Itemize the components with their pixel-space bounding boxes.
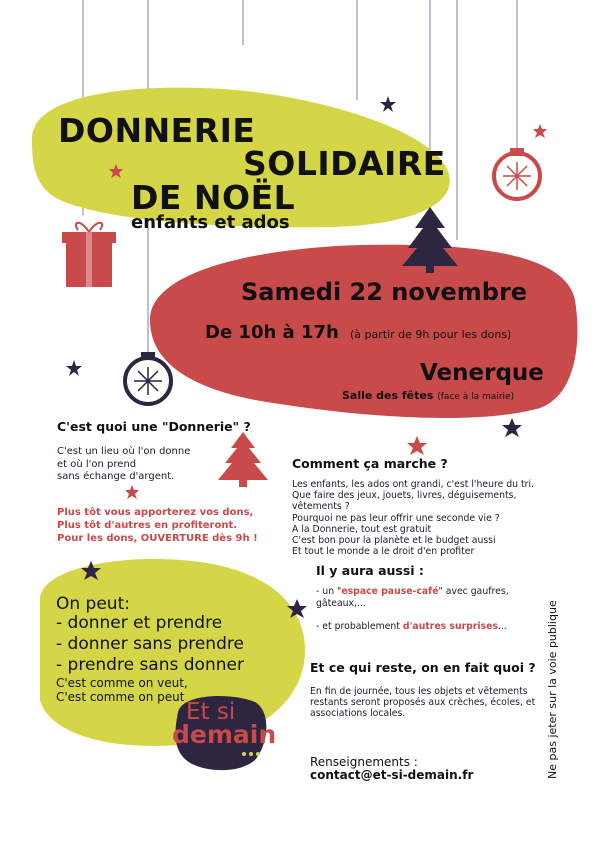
rest-heading: Et ce qui reste, on en fait quoi ? bbox=[310, 660, 536, 675]
logo-line-2: demain bbox=[172, 720, 277, 749]
star-icon bbox=[66, 360, 82, 376]
title-subtitle: enfants et ados bbox=[131, 212, 290, 233]
star-icon bbox=[380, 96, 396, 112]
venue-note: (face à la mairie) bbox=[437, 392, 515, 402]
cafe-highlight: espace pause-café bbox=[341, 586, 439, 597]
red-ornament-icon bbox=[494, 148, 540, 199]
can-footer: C'est comme on veut, C'est comme on peut bbox=[56, 676, 188, 704]
surprises-highlight: d'autres surprises bbox=[402, 621, 498, 632]
navy-ornament-icon bbox=[125, 352, 171, 404]
contact-email[interactable]: contact@et-si-demain.fr bbox=[310, 768, 474, 782]
how-heading: Comment ça marche ? bbox=[292, 456, 448, 471]
event-hours: De 10h à 17h bbox=[205, 322, 339, 343]
can-list bbox=[56, 613, 244, 676]
title-line-3: DE NOËL bbox=[131, 178, 296, 217]
event-hours-note: (à partir de 9h pour les dons) bbox=[350, 328, 512, 341]
title-line-2: SOLIDAIRE bbox=[243, 144, 446, 183]
list-item: - donner et prendre bbox=[56, 613, 223, 633]
donation-note: Plus tôt vous apporterez vos dons, Plus tôt d'autres en profiteront. Pour les dons, OUVERTURE dès 9h ! bbox=[57, 507, 258, 544]
also-list bbox=[316, 586, 531, 645]
what-text: C'est un lieu où l'on donne et où l'on prend sans échange d'argent. bbox=[57, 446, 191, 482]
logo-line-1: Et si bbox=[186, 699, 236, 725]
title-line-1: DONNERIE bbox=[58, 111, 256, 150]
contact-label: Renseignements : bbox=[310, 755, 418, 769]
rest-text: En fin de journée, tous les objets et vêtements restants seront proposés aux crèches, écoles, et associations locales. bbox=[310, 686, 536, 720]
can-title: On peut: bbox=[56, 594, 130, 614]
star-icon bbox=[502, 418, 522, 437]
event-town: Venerque bbox=[420, 360, 544, 386]
event-date: Samedi 22 novembre bbox=[241, 278, 528, 306]
venue-name: Salle des fêtes bbox=[342, 389, 434, 402]
list-item: - un "espace pause-café" avec gaufres, gâteaux,... bbox=[316, 586, 509, 609]
what-heading: C'est quoi une "Donnerie" ? bbox=[57, 419, 251, 434]
event-venue bbox=[342, 389, 514, 402]
list-item: - donner sans prendre bbox=[56, 634, 244, 654]
navy-tree-icon bbox=[402, 207, 458, 273]
how-text: Les enfants, les ados ont grandi, c'est l'heure du tri. Que faire des jeux, jouets, livres, déguisements, vêtements ? Pourquoi ne pas leur offrir une seconde vie ? A la Donnerie, tout est gratuit C'est bon pour la planète et le budget aussi Et tout le monde a le droit d'en profiter bbox=[292, 479, 535, 558]
list-item: - prendre sans donner bbox=[56, 655, 244, 675]
side-note: Ne pas jeter sur la voie publique bbox=[546, 600, 559, 779]
also-heading: Il y aura aussi : bbox=[316, 563, 424, 578]
star-icon bbox=[407, 436, 427, 455]
list-item: - et probablement d'autres surprises... bbox=[316, 621, 507, 632]
star-icon bbox=[125, 485, 139, 499]
star-icon bbox=[533, 124, 547, 138]
gift-icon bbox=[62, 223, 116, 287]
